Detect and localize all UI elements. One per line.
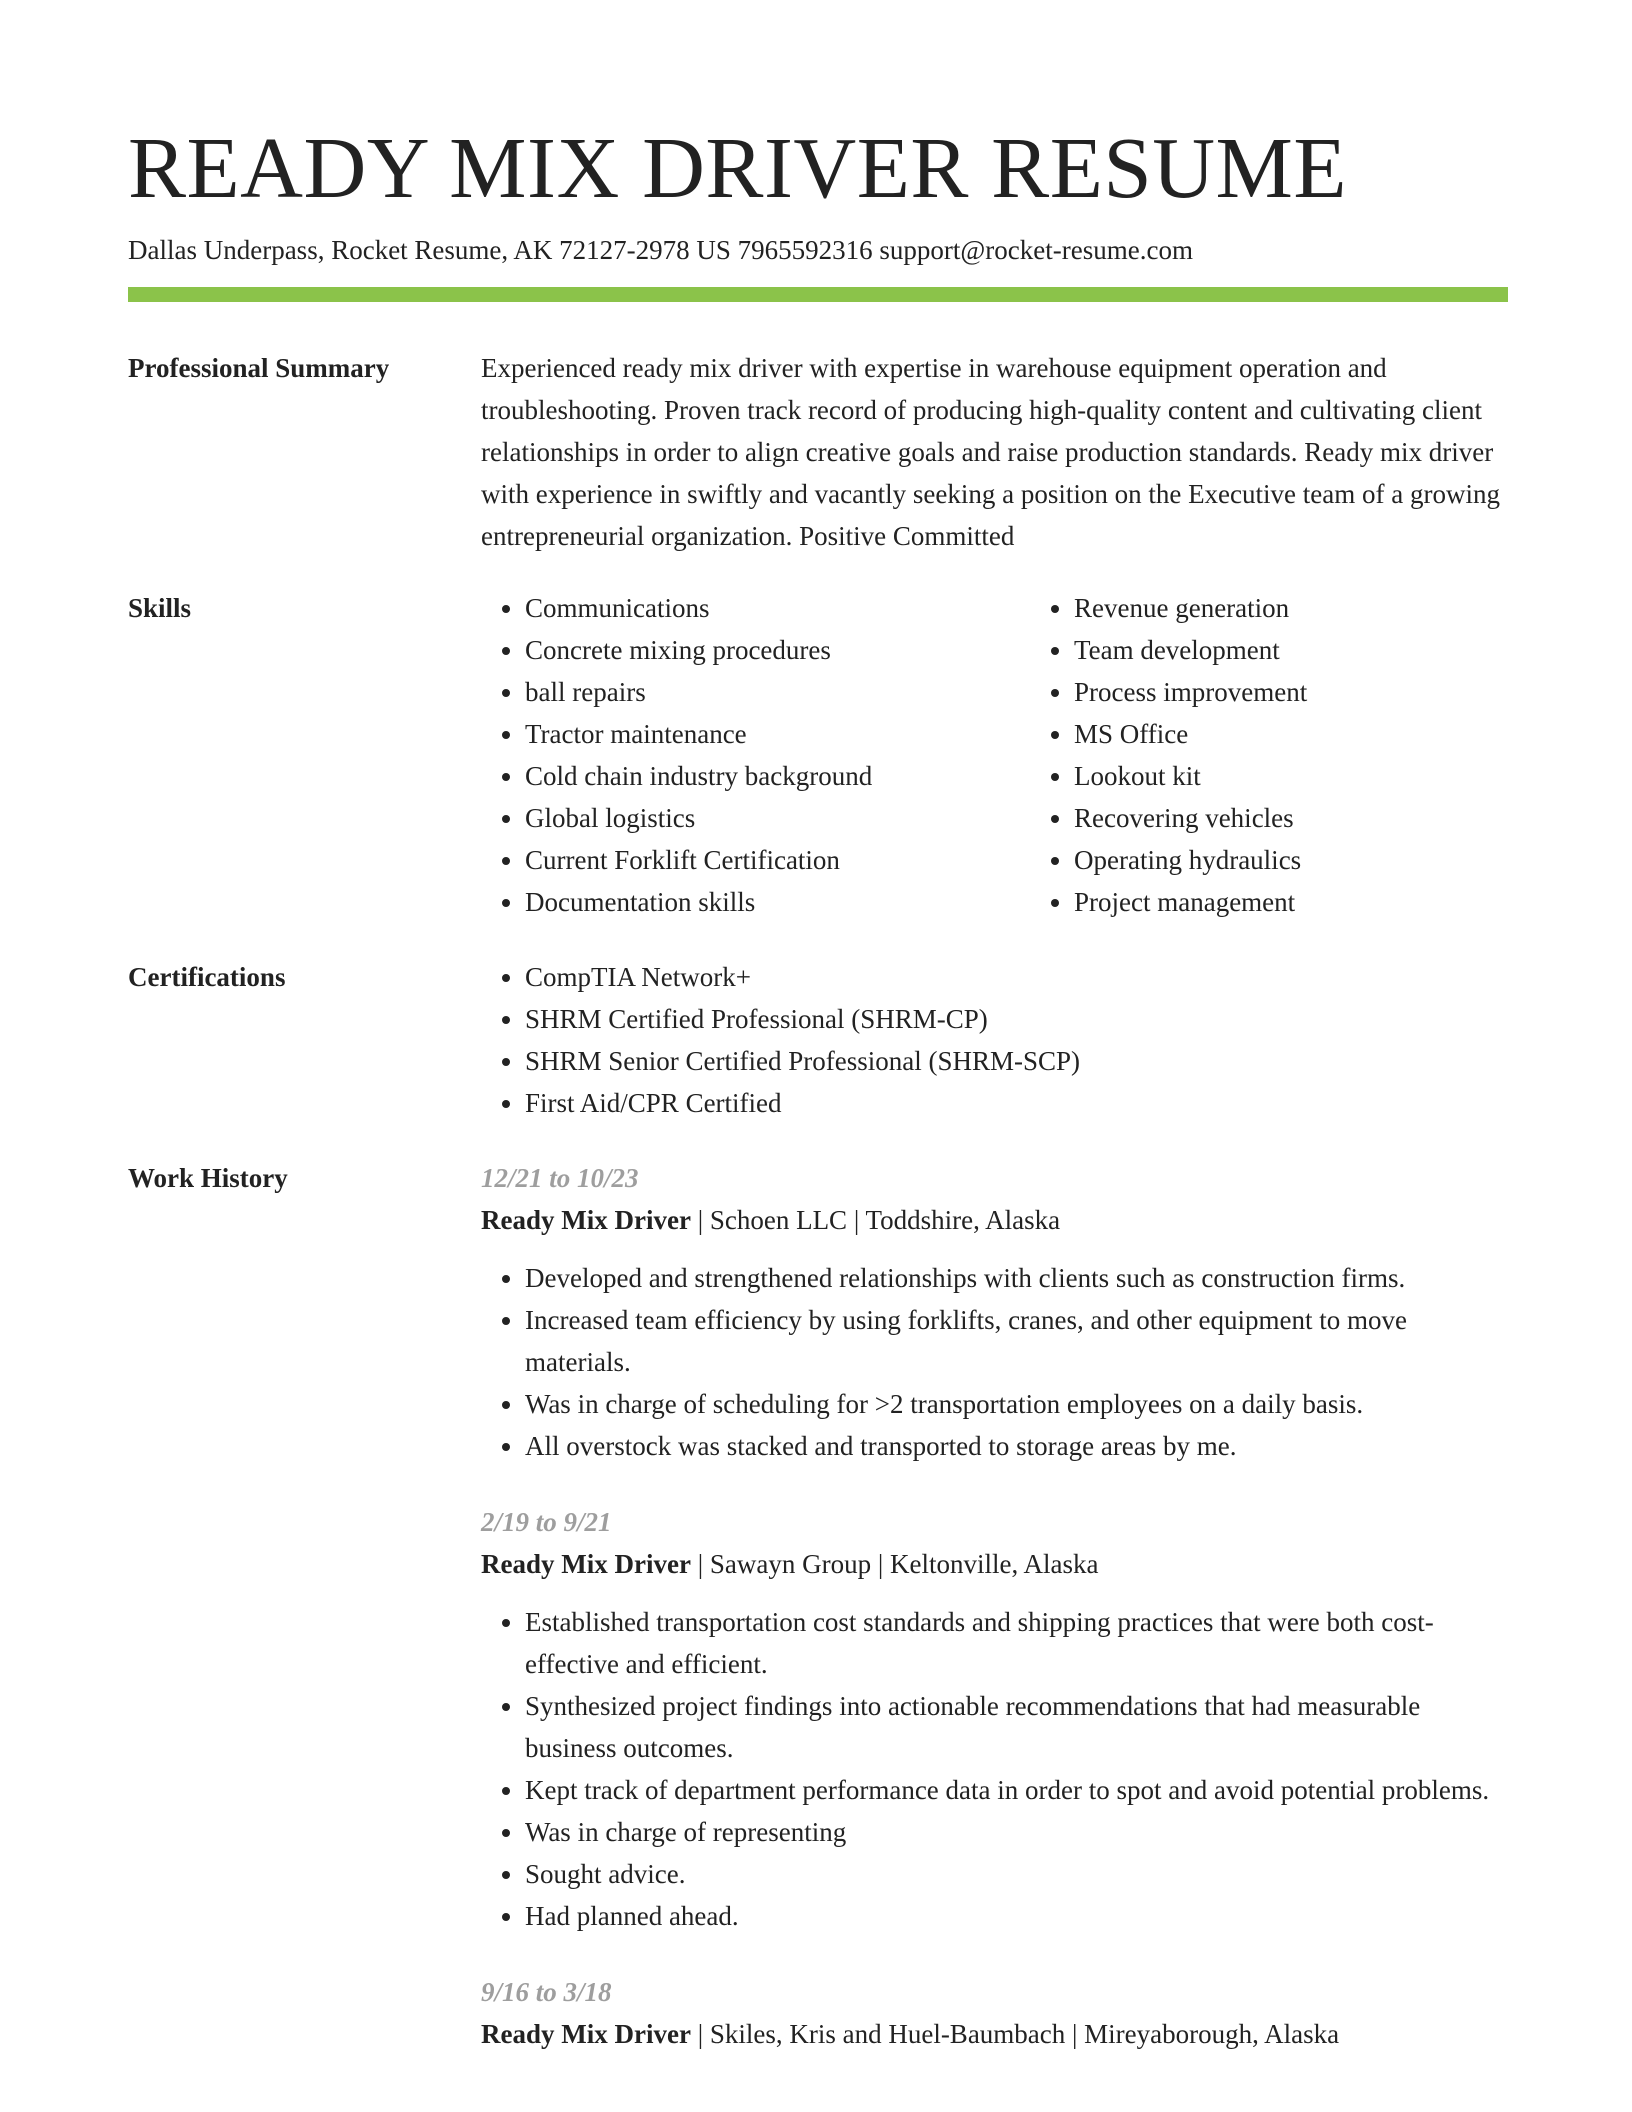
job-duty: • Established transportation cost standards and shipping practices that were both cost-effective and efficient.	[525, 1601, 1508, 1685]
job-title: Ready Mix Driver	[481, 1549, 691, 1579]
skill-item: • Communications	[525, 587, 1030, 629]
job-duty: • Developed and strengthened relationships with clients such as construction firms.	[525, 1257, 1508, 1299]
skill-item: • Process improvement	[1074, 671, 1579, 713]
skill-item: • Cold chain industry background	[525, 755, 1030, 797]
skill-item: • Operating hydraulics	[1074, 839, 1579, 881]
job-entry	[481, 1501, 1508, 1937]
job-title: Ready Mix Driver	[481, 1205, 691, 1235]
skill-item: • Current Forklift Certification	[525, 839, 1030, 881]
job-duty: • Was in charge of scheduling for >2 transportation employees on a daily basis.	[525, 1383, 1508, 1425]
job-duty: • Synthesized project findings into actionable recommendations that had measurable business outcomes.	[525, 1685, 1508, 1769]
job-duty: • All overstock was stacked and transported to storage areas by me.	[525, 1425, 1508, 1467]
skills-label: Skills	[128, 593, 192, 623]
job-title: Ready Mix Driver	[481, 2019, 691, 2049]
skill-item: • MS Office	[1074, 713, 1579, 755]
job-company-location: | Skiles, Kris and Huel-Baumbach | Mireyaborough, Alaska	[690, 2019, 1340, 2049]
resume-title: READY MIX DRIVER RESUME	[128, 119, 1348, 216]
job-duties	[481, 1257, 1508, 1467]
skill-item: • Documentation skills	[525, 881, 1030, 923]
job-entry	[481, 1157, 1508, 1467]
job-heading	[481, 1199, 1508, 1241]
header-divider	[128, 287, 1508, 302]
job-duty: • Kept track of department performance data in order to spot and avoid potential problems.	[525, 1769, 1508, 1811]
job-duty: • Increased team efficiency by using forklifts, cranes, and other equipment to move materials.	[525, 1299, 1508, 1383]
job-duty: • Had planned ahead.	[525, 1895, 1508, 1937]
skill-item: • Project management	[1074, 881, 1579, 923]
certifications-list	[481, 956, 1508, 1124]
skills-list-right	[1030, 587, 1579, 923]
job-heading	[481, 2013, 1508, 2055]
job-entry	[481, 1971, 1508, 2055]
job-company-location: | Sawayn Group | Keltonville, Alaska	[690, 1549, 1099, 1579]
certification-item: • SHRM Senior Certified Professional (SHRM-SCP)	[525, 1040, 1508, 1082]
work-history-label: Work History	[128, 1163, 288, 1193]
job-dates: 12/21 to 10/23	[481, 1163, 639, 1193]
skill-item: • Revenue generation	[1074, 587, 1579, 629]
job-duties	[481, 1601, 1508, 1937]
summary-label: Professional Summary	[128, 353, 390, 383]
certifications-label: Certifications	[128, 962, 286, 992]
job-duty: • Was in charge of representing	[525, 1811, 1508, 1853]
job-duty: • Sought advice.	[525, 1853, 1508, 1895]
skill-item: • Team development	[1074, 629, 1579, 671]
skill-item: • Global logistics	[525, 797, 1030, 839]
skill-item: • Tractor maintenance	[525, 713, 1030, 755]
certification-item: • CompTIA Network+	[525, 956, 1508, 998]
job-company-location: | Schoen LLC | Toddshire, Alaska	[690, 1205, 1061, 1235]
summary-text: Experienced ready mix driver with expertise in warehouse equipment operation and troubleshooting. Proven track record of producing high-quality content and cultivating client relationships in order to align creative goals and raise production standards. Ready mix driver with experience in swiftly and vacantly seeking a position on the Executive team of a growing entrepreneurial organization. Positive Committed	[481, 353, 1500, 551]
certification-item: • SHRM Certified Professional (SHRM-CP)	[525, 998, 1508, 1040]
skill-item: • Concrete mixing procedures	[525, 629, 1030, 671]
job-dates: 2/19 to 9/21	[481, 1507, 612, 1537]
contact-info: Dallas Underpass, Rocket Resume, AK 72127-2978 US 7965592316 support@rocket-resume.com	[128, 235, 1193, 265]
job-dates: 9/16 to 3/18	[481, 1977, 612, 2007]
certification-item: • First Aid/CPR Certified	[525, 1082, 1508, 1124]
skill-item: • Recovering vehicles	[1074, 797, 1579, 839]
skills-list-left	[481, 587, 1030, 923]
job-heading	[481, 1543, 1508, 1585]
skill-item: • Lookout kit	[1074, 755, 1579, 797]
skill-item: • ball repairs	[525, 671, 1030, 713]
